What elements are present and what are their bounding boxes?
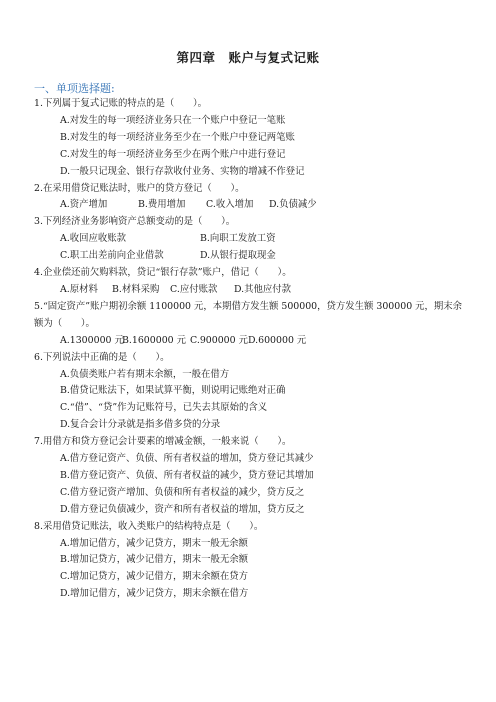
question-stem: 7.用借方和贷方登记会计要素的增减金额，一般来说（ ）。 xyxy=(34,436,292,448)
option: A.负债类账户若有期末余额，一般在借方 xyxy=(60,368,230,380)
question-stem: 6.下列说法中正确的是（ ）。 xyxy=(34,351,170,363)
option: D.负债减少 xyxy=(269,199,317,211)
option: A.对发生的每一项经济业务只在一个账户中登记一笔账 xyxy=(60,114,286,126)
option: C.900000 元 xyxy=(190,334,248,346)
question-stem: 3.下列经济业务影响资产总额变动的是（ ）。 xyxy=(34,216,236,228)
question-stem: 8.采用借贷记账法，收入类账户的结构特点是（ ）。 xyxy=(34,520,264,532)
question-list xyxy=(34,96,464,603)
option: D.一般只记现金、银行存款收付业务、实物的增减不作登记 xyxy=(60,165,305,177)
chapter-title: 第四章 账户与复式记账 xyxy=(176,50,320,65)
section-heading: 一、单项选择题: xyxy=(34,82,115,95)
option: A.收回应收账款 xyxy=(60,233,127,245)
option: D.借方登记负债减少，资产和所有者权益的增加，贷方反之 xyxy=(60,503,305,515)
question-stem: 1.下列属于复式记账的特点的是（ ）。 xyxy=(34,98,208,109)
option: C.借方登记资产增加、负债和所有者权益的减少，贷方反之 xyxy=(60,486,305,498)
option: C.收入增加 xyxy=(206,199,254,211)
option: A.借方登记资产、负债、所有者权益的增加，贷方登记其减少 xyxy=(60,453,314,465)
option: C.“借”、“贷”作为记账符号，已失去其原始的含义 xyxy=(60,402,268,414)
option: B.材料采购 xyxy=(112,283,160,295)
question-stem: 2.在采用借贷记账法时，账户的贷方登记（ ）。 xyxy=(34,182,245,194)
option-row xyxy=(34,282,464,299)
option: D.增加记借方，减少记贷方，期末余额在借方 xyxy=(60,588,249,600)
option: B.借方登记资产、负债、所有者权益的减少，贷方登记其增加 xyxy=(60,469,314,481)
option: D.复合会计分录就是指多借多贷的分录 xyxy=(60,419,221,431)
question-stem: 4.企业偿还前欠购料款，贷记“银行存款”账户，借记（ ）。 xyxy=(34,267,292,279)
option: B.费用增加 xyxy=(138,199,186,211)
option: D.600000 元 xyxy=(247,334,307,346)
option: D.从银行提取现金 xyxy=(200,250,276,262)
question-stem: 5.“固定资产”账户期初余额 1100000 元，本期借方发生额 500000，贷方发生额 300000 元，期末余额为（ ）。 xyxy=(34,300,463,329)
option: C.应付账款 xyxy=(170,283,218,295)
option-row xyxy=(34,248,464,265)
option: A.1300000 元 xyxy=(60,334,124,346)
option-row xyxy=(34,231,464,248)
option: C.对发生的每一项经济业务至少在两个账户中进行登记 xyxy=(60,148,286,160)
option: B.增加记贷方，减少记借方，期末一般无余额 xyxy=(60,554,248,566)
option: B.对发生的每一项经济业务至少在一个账户中登记两笔账 xyxy=(60,131,295,143)
option: D.其他应付款 xyxy=(234,283,292,295)
option: B.借贷记账法下，如果试算平衡，则说明记账绝对正确 xyxy=(60,385,286,397)
option: A.增加记借方，减少记贷方，期末一般无余额 xyxy=(60,537,248,549)
option-row xyxy=(34,333,464,350)
option: A.原材料 xyxy=(60,283,98,295)
option: C.职工出差前向企业借款 xyxy=(60,250,164,262)
option: B.1600000 元 xyxy=(122,334,186,346)
option: A.资产增加 xyxy=(60,199,108,211)
option-row xyxy=(34,197,464,214)
option: C.增加记贷方，减少记借方，期末余额在贷方 xyxy=(60,571,248,583)
option: B.向职工发放工资 xyxy=(200,233,276,245)
